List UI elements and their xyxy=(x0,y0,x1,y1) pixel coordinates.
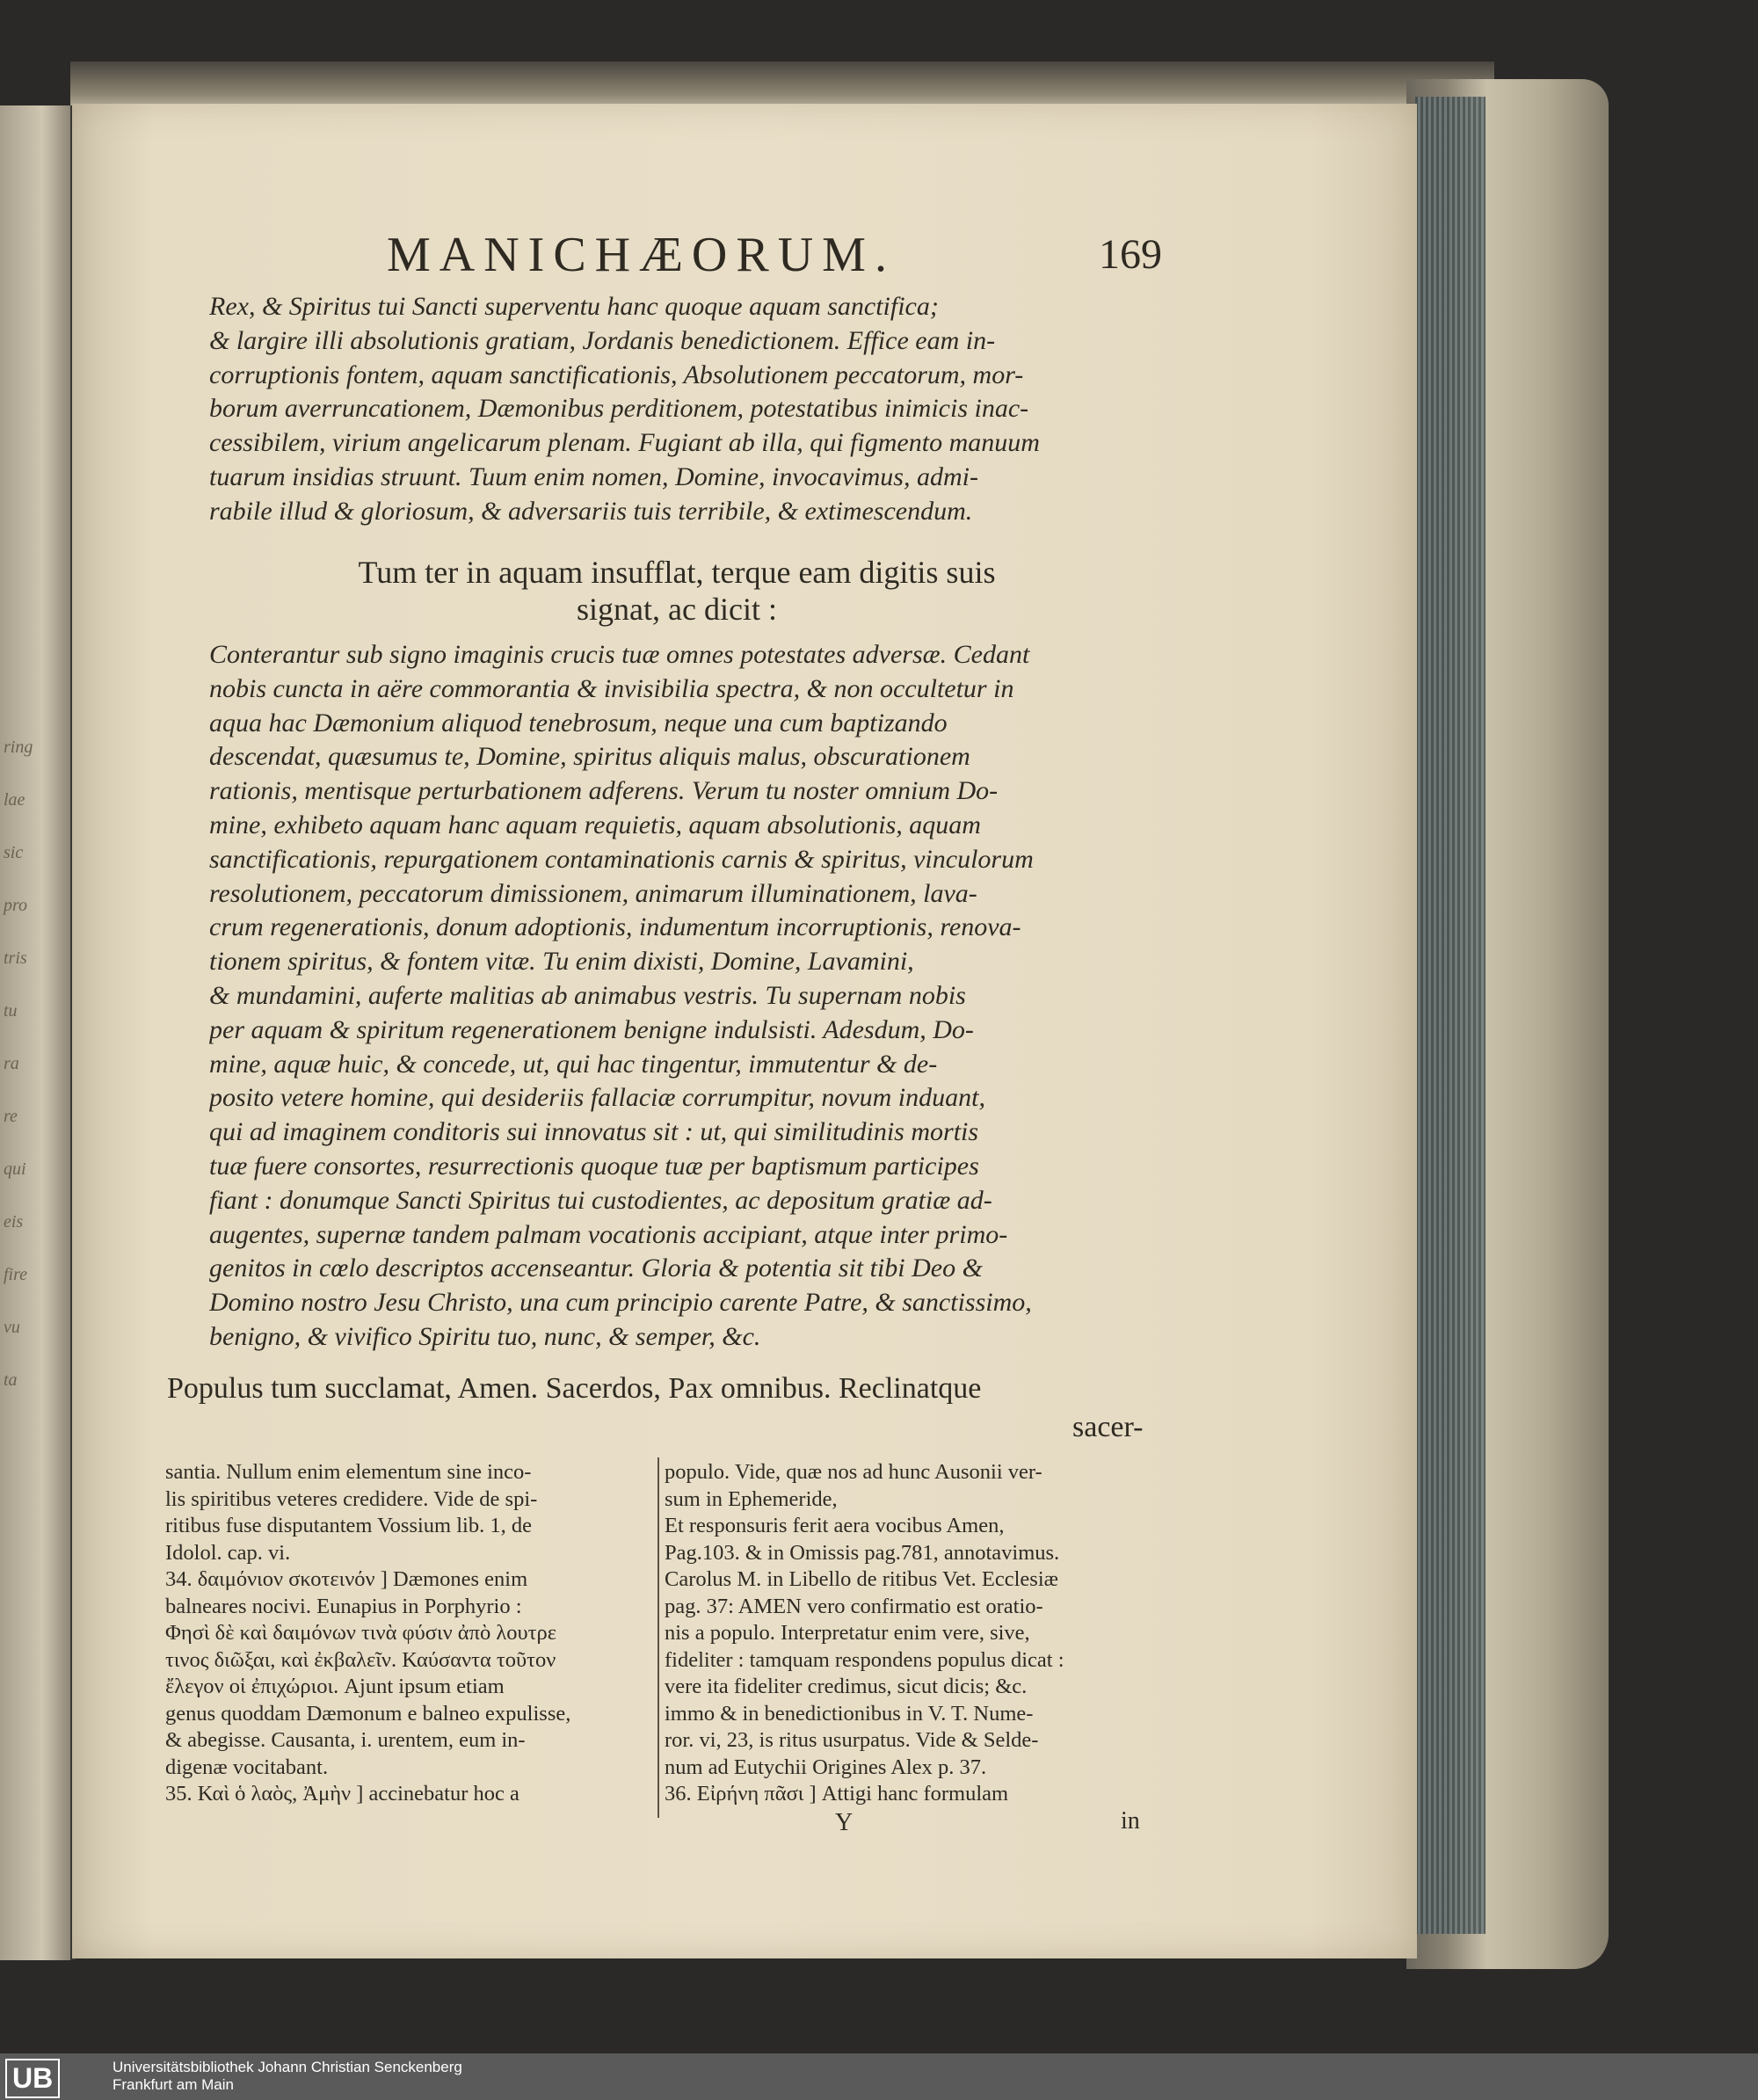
left-page-fragment: sic xyxy=(4,843,24,862)
prayer-line: & mundamini, auferte malitias ab animabus vestris. Tu supernam nobis xyxy=(209,980,966,1010)
left-page-fragment: vu xyxy=(4,1318,20,1337)
prayer-line: crum regenerationis, donum adoptionis, indumentum incorruptionis, renova- xyxy=(209,912,1021,942)
prayer-line: & largire illi absolutionis gratiam, Jordanis benedictionem. Effice eam in- xyxy=(209,325,996,355)
footnote-line: santia. Nullum enim elementum sine inco- xyxy=(165,1460,532,1484)
left-page-fragment: tu xyxy=(4,1001,18,1021)
footnote-column-divider xyxy=(657,1457,659,1818)
prayer-line: per aquam & spiritum regenerationem benigne indulsisti. Adesdum, Do- xyxy=(209,1014,974,1044)
prayer-paragraph-1 xyxy=(209,290,1159,529)
footnotes-left-column xyxy=(165,1459,653,1808)
left-page-margin-text xyxy=(4,721,56,1406)
prayer-line: tionem spiritus, & fontem vitæ. Tu enim dixisti, Domine, Lavamini, xyxy=(209,947,914,977)
footnote-line: ἔλεγον οἱ ἐπιχώριοι. Ajunt ipsum etiam xyxy=(165,1675,505,1698)
people-response-line: Populus tum succlamat, Amen. Sacerdos, Pax omnibus. Reclinatque xyxy=(167,1372,982,1405)
prayer-paragraph-2 xyxy=(209,638,1159,1355)
left-page-fragment: ta xyxy=(4,1370,18,1390)
prayer-line: descendat, quæsumus te, Domine, spiritus aliquis malus, obscurationem xyxy=(209,742,970,772)
left-page-fragment: lae xyxy=(4,790,25,810)
footnotes-right-column xyxy=(665,1459,1159,1808)
prayer-line: cessibilem, virium angelicarum plenam. Fugiant ab illa, qui figmento manuum xyxy=(209,428,1040,458)
prayer-line: tuæ fuere consortes, resurrectionis quoque tuæ per baptismum participes xyxy=(209,1151,979,1181)
prayer-line: aqua hac Dæmonium aliquod tenebrosum, neque una cum baptizando xyxy=(209,708,948,738)
footnote-line: τινος διῶξαι, καὶ ἐκβαλεῖν. Καύσαντα τοῦτον xyxy=(165,1647,556,1672)
footnote-line: fideliter : tamquam respondens populus dicat : xyxy=(665,1647,1064,1672)
footnote-line: sum in Ephemeride, xyxy=(665,1486,838,1511)
footnote-line: Et responsuris ferit aera vocibus Amen, xyxy=(665,1514,1005,1537)
prayer-line: augentes, supernæ tandem palmam vocationis accipiant, atque inter primo- xyxy=(209,1219,1008,1249)
footnote-line: immo & in benedictionibus in V. T. Nume- xyxy=(665,1701,1034,1726)
signature-mark: Y xyxy=(835,1809,854,1836)
footnote-line: genus quoddam Dæmonum e balneo expulisse, xyxy=(165,1701,571,1726)
footnote-line: Carolus M. in Libello de ritibus Vet. Ecclesiæ xyxy=(665,1567,1058,1591)
catchline: sacer- xyxy=(1072,1411,1144,1443)
prayer-line: Conterantur sub signo imaginis crucis tuæ omnes potestates adversæ. Cedant xyxy=(209,640,1030,669)
library-name: Universitätsbibliothek Johann Christian Senckenberg xyxy=(113,2059,462,2075)
prayer-line: Rex, & Spiritus tui Sancti superventu hanc quoque aquam sanctifica; xyxy=(209,292,939,321)
prayer-line: rationis, mentisque perturbationem adferens. Verum tu noster omnium Do- xyxy=(209,776,999,806)
footnote-line: ritibus fuse disputantem Vossium lib. 1, de xyxy=(165,1514,532,1537)
prayer-line: rabile illud & gloriosum, & adversariis tuis terribile, & extimescendum. xyxy=(209,496,973,526)
rubric xyxy=(290,554,1064,628)
prayer-line: benigno, & vivifico Spiritu tuo, nunc, & semper, &c. xyxy=(209,1321,761,1351)
left-page-fragment: ring xyxy=(4,738,33,757)
rubric-line: Tum ter in aquam insufflat, terque eam digitis suis xyxy=(358,555,996,590)
prayer-line: tuarum insidias struunt. Tuum enim nomen, Domine, invocavimus, admi- xyxy=(209,461,978,491)
footnote-line: 36. Εἰρήνη πᾶσι ] Attigi hanc formulam xyxy=(665,1782,1009,1806)
prayer-line: sanctificationis, repurgationem contaminationis carnis & spiritus, vinculorum xyxy=(209,844,1034,874)
prayer-line: qui ad imaginem conditoris sui innovatus sit : ut, qui similitudinis mortis xyxy=(209,1117,979,1147)
catchword: in xyxy=(1121,1807,1140,1835)
prayer-line: fiant : donumque Sancti Spiritus tui custodientes, ac depositum gratiæ ad- xyxy=(209,1185,992,1215)
left-page-fragment: re xyxy=(4,1107,18,1126)
left-page-fragment: fire xyxy=(4,1265,28,1284)
left-page-fragment: ra xyxy=(4,1054,19,1073)
page-number: 169 xyxy=(1099,231,1162,278)
footnote-line: vere ita fideliter credimus, sicut dicis; &c. xyxy=(665,1675,1028,1698)
left-page-fragment: tris xyxy=(4,948,27,968)
footnote-line: Φησὶ δὲ καὶ δαιμόνων τινὰ φύσιν ἀπὸ λουτρε xyxy=(165,1621,556,1645)
left-page-edge xyxy=(0,105,76,1960)
prayer-line: corruptionis fontem, aquam sanctificationis, Absolutionem peccatorum, mor- xyxy=(209,360,1024,389)
prayer-line: posito vetere homine, qui desideriis fallaciæ corrumpitur, novum induant, xyxy=(209,1083,985,1113)
prayer-line: mine, exhibeto aquam hanc aquam requietis, aquam absolutionis, aquam xyxy=(209,810,981,839)
footnote-line: digenæ vocitabant. xyxy=(165,1755,329,1779)
left-page-fragment: eis xyxy=(4,1212,24,1232)
footnote-line: populo. Vide, quæ nos ad hunc Ausonii ver- xyxy=(665,1460,1042,1484)
footnote-line: Pag.103. & in Omissis pag.781, annotavimus. xyxy=(665,1540,1060,1565)
prayer-line: nobis cuncta in aëre commorantia & invisibilia spectra, & non occultetur in xyxy=(209,673,1014,703)
ub-logo[interactable]: UB xyxy=(5,2059,60,2098)
prayer-line: borum averruncationem, Dæmonibus perditionem, potestatibus inimicis inac- xyxy=(209,394,1029,424)
footnote-line: 35. Καὶ ὁ λαὸς, Ἀμὴν ] accinebatur hoc a xyxy=(165,1782,519,1806)
left-page-fragment: qui xyxy=(4,1159,26,1179)
footnote-line: Idolol. cap. vi. xyxy=(165,1540,291,1565)
footnote-line: ror. vi, 23, is ritus usurpatus. Vide & Selde- xyxy=(665,1728,1039,1752)
viewer-footer-bar xyxy=(0,2053,1758,2100)
footnote-line: & abegisse. Causanta, i. urentem, eum in- xyxy=(165,1728,526,1752)
running-head: MANICHÆORUM. xyxy=(387,228,896,282)
prayer-line: genitos in cœlo descriptos accenseantur. Gloria & potentia sit tibi Deo & xyxy=(209,1253,983,1283)
page-edges xyxy=(1415,97,1486,1934)
footnote-line: balneares nocivi. Eunapius in Porphyrio : xyxy=(165,1594,522,1618)
library-city: Frankfurt am Main xyxy=(113,2076,234,2093)
rubric-line: signat, ac dicit : xyxy=(577,592,777,627)
left-page-fragment: pro xyxy=(4,896,28,915)
footnote-line: pag. 37: AMEN vero confirmatio est oratio- xyxy=(665,1594,1043,1618)
prayer-line: resolutionem, peccatorum dimissionem, animarum illuminationem, lava- xyxy=(209,878,977,908)
footnote-line: 34. δαιμόνιον σκοτεινόν ] Dæmones enim xyxy=(165,1567,528,1591)
prayer-line: mine, aquæ huic, & concede, ut, qui hac tingentur, immutentur & de- xyxy=(209,1049,938,1079)
prayer-line: Domino nostro Jesu Christo, una cum principio carente Patre, & sanctissimo, xyxy=(209,1288,1032,1318)
footnote-line: num ad Eutychii Origines Alex p. 37. xyxy=(665,1755,987,1779)
footnote-line: lis spiritibus veteres credidere. Vide de spi- xyxy=(165,1486,538,1511)
footnote-line: nis a populo. Interpretatur enim vere, sive, xyxy=(665,1621,1030,1645)
